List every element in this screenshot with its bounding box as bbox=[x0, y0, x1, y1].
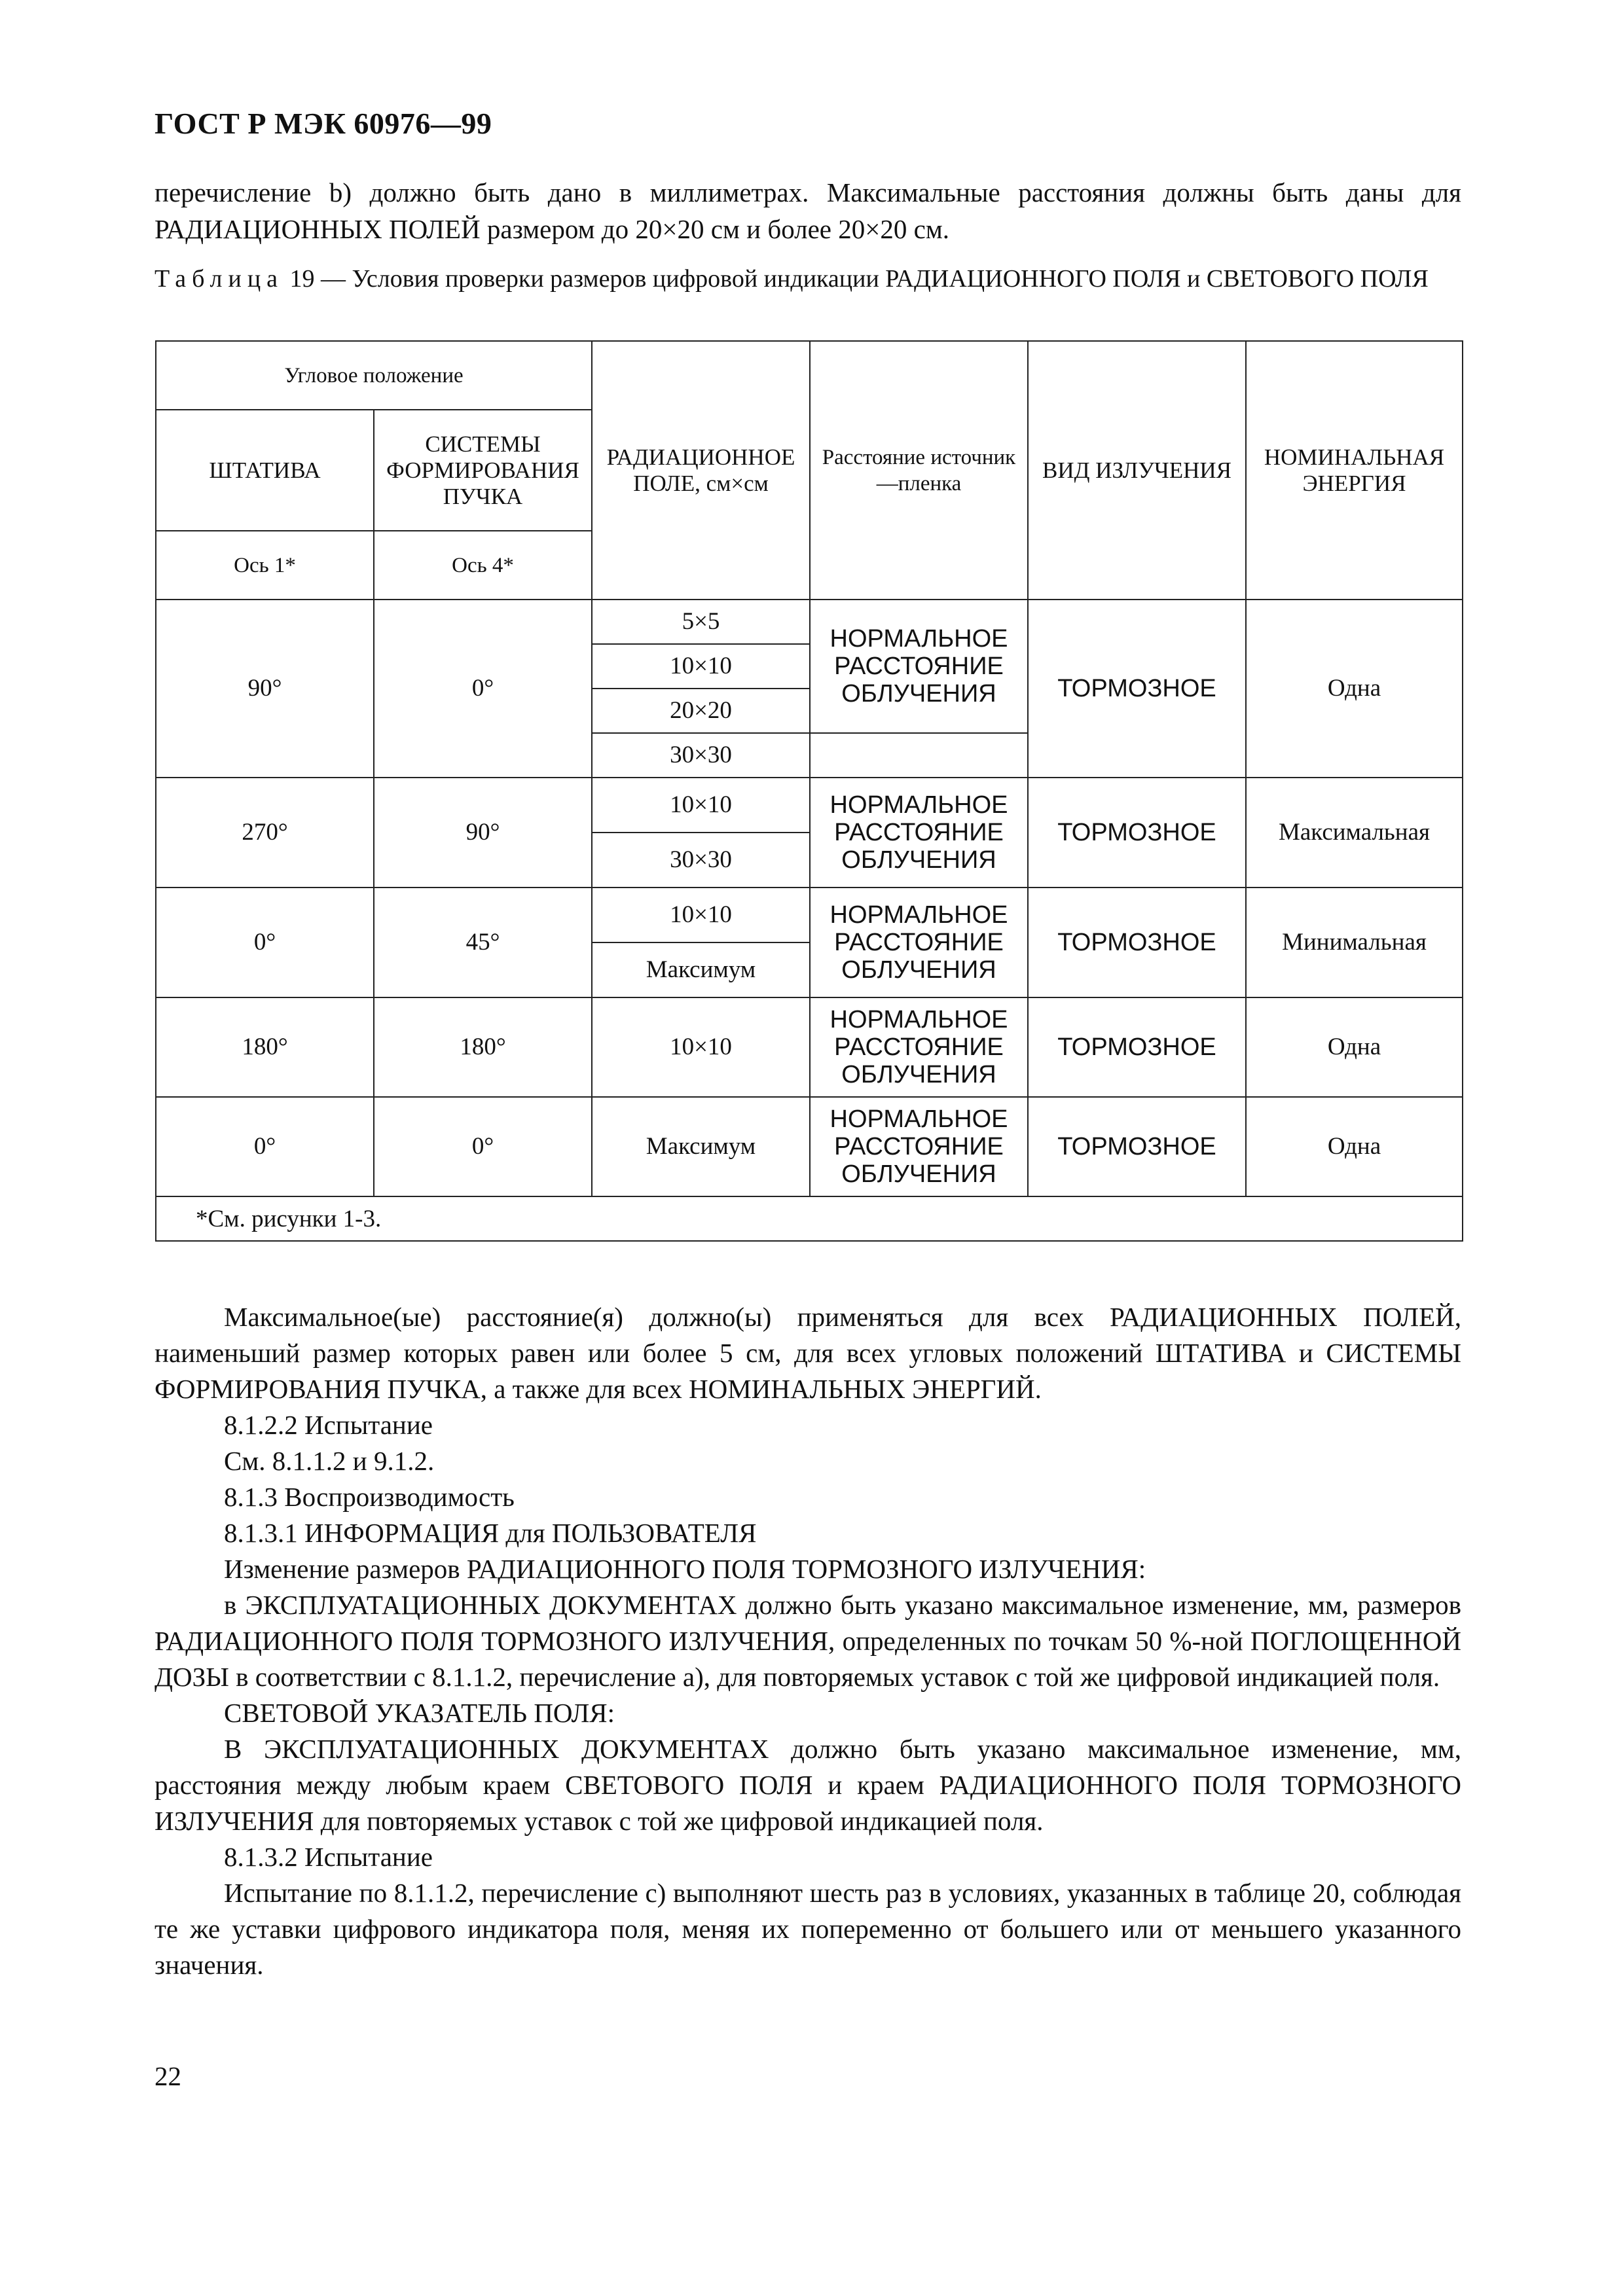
field-size-cell: Максимум bbox=[592, 1097, 810, 1196]
beam-angle-cell: 0° bbox=[374, 600, 592, 778]
distance-cell: НОРМАЛЬНОЕ РАССТОЯНИЕ ОБЛУЧЕНИЯ bbox=[810, 600, 1028, 733]
field-size-cell: 10×10 bbox=[592, 644, 810, 689]
table-row bbox=[156, 778, 1463, 833]
header-nominal-energy: НОМИНАЛЬНАЯ ЭНЕРГИЯ bbox=[1246, 341, 1463, 600]
body-paragraph: Изменение размеров РАДИАЦИОННОГО ПОЛЯ ТОРМОЗНОГО ИЗЛУЧЕНИЯ: bbox=[224, 1554, 1146, 1584]
standard-header: ГОСТ Р МЭК 60976—99 bbox=[155, 107, 492, 140]
field-size-cell: 10×10 bbox=[592, 778, 810, 833]
field-size-cell: 30×30 bbox=[592, 733, 810, 778]
body-paragraph: Испытание по 8.1.1.2, перечисление с) выполняют шесть раз в условиях, указанных в таблице 20, соблюдая те же уставки цифрового индикатора поля, меняя их попеременно от большего или от меньшего указанного значения. bbox=[155, 1878, 1461, 1980]
section-heading: 8.1.3.1 ИНФОРМАЦИЯ для ПОЛЬЗОВАТЕЛЯ bbox=[224, 1518, 757, 1548]
radiation-type-cell: ТОРМОЗНОЕ bbox=[1028, 600, 1246, 778]
body-text bbox=[155, 1299, 1461, 1983]
header-angular-position: Угловое положение bbox=[156, 341, 592, 410]
distance-empty-cell bbox=[810, 733, 1028, 778]
gantry-angle-cell: 270° bbox=[156, 778, 374, 888]
table-caption-text: 19 — Условия проверки размеров цифровой индикации РАДИАЦИОННОГО ПОЛЯ и СВЕТОВОГО ПОЛЯ bbox=[289, 265, 1429, 293]
table-caption bbox=[155, 264, 1461, 293]
field-size-cell: 10×10 bbox=[592, 888, 810, 942]
beam-angle-cell: 45° bbox=[374, 888, 592, 997]
header-distance: Расстояние источник—пленка bbox=[810, 341, 1028, 600]
page-number: 22 bbox=[155, 2061, 181, 2091]
beam-angle-cell: 0° bbox=[374, 1097, 592, 1196]
radiation-type-cell: ТОРМОЗНОЕ bbox=[1028, 1097, 1246, 1196]
body-paragraph: Максимальное(ые) расстояние(я) должно(ы) применяться для всех РАДИАЦИОННЫХ ПОЛЕЙ, наименьший размер которых равен или более 5 см, для всех угловых положений ШТАТИВА и СИСТЕМЫ ФОРМИРОВАНИЯ ПУЧКА, а также для всех НОМИНАЛЬНЫХ ЭНЕРГИЙ. bbox=[155, 1302, 1461, 1404]
body-paragraph: СВЕТОВОЙ УКАЗАТЕЛЬ ПОЛЯ: bbox=[224, 1698, 615, 1728]
section-heading: 8.1.3.2 Испытание bbox=[224, 1842, 433, 1872]
header-gantry: ШТАТИВА bbox=[156, 410, 374, 531]
distance-cell: НОРМАЛЬНОЕ РАССТОЯНИЕ ОБЛУЧЕНИЯ bbox=[810, 888, 1028, 997]
beam-angle-cell: 90° bbox=[374, 778, 592, 888]
header-radiation-type: ВИД ИЗЛУЧЕНИЯ bbox=[1028, 341, 1246, 600]
section-heading: 8.1.2.2 Испытание bbox=[224, 1410, 433, 1440]
field-size-cell: 10×10 bbox=[592, 997, 810, 1097]
distance-cell: НОРМАЛЬНОЕ РАССТОЯНИЕ ОБЛУЧЕНИЯ bbox=[810, 778, 1028, 888]
field-size-cell: 20×20 bbox=[592, 689, 810, 733]
gantry-angle-cell: 0° bbox=[156, 888, 374, 997]
gantry-angle-cell: 180° bbox=[156, 997, 374, 1097]
table-row bbox=[156, 888, 1463, 942]
table-note-row bbox=[156, 1196, 1463, 1241]
field-size-cell: Максимум bbox=[592, 942, 810, 997]
energy-cell: Одна bbox=[1246, 600, 1463, 778]
body-paragraph: См. 8.1.1.2 и 9.1.2. bbox=[224, 1446, 435, 1476]
table-row bbox=[156, 1097, 1463, 1196]
gantry-angle-cell: 0° bbox=[156, 1097, 374, 1196]
header-axis-1: Ось 1* bbox=[156, 531, 374, 600]
energy-cell: Максимальная bbox=[1246, 778, 1463, 888]
beam-angle-cell: 180° bbox=[374, 997, 592, 1097]
header-axis-4: Ось 4* bbox=[374, 531, 592, 600]
section-heading: 8.1.3 Воспроизводимость bbox=[224, 1482, 515, 1512]
energy-cell: Минимальная bbox=[1246, 888, 1463, 997]
table-footnote: *См. рисунки 1-3. bbox=[156, 1196, 1463, 1241]
body-paragraph: в ЭКСПЛУАТАЦИОННЫХ ДОКУМЕНТАХ должно быть указано максимальное изменение, мм, размеров РАДИАЦИОННОГО ПОЛЯ ТОРМОЗНОГО ИЗЛУЧЕНИЯ, определенных по точкам 50 %-ной ПОГЛОЩЕННОЙ ДОЗЫ в соответствии с 8.1.1.2, перечисление а), для повторяемых уставок с той же цифровой индикацией поля. bbox=[155, 1590, 1461, 1692]
table-row bbox=[156, 997, 1463, 1097]
table-caption-label: Таблица bbox=[155, 265, 284, 293]
distance-cell: НОРМАЛЬНОЕ РАССТОЯНИЕ ОБЛУЧЕНИЯ bbox=[810, 1097, 1028, 1196]
energy-cell: Одна bbox=[1246, 1097, 1463, 1196]
body-paragraph: В ЭКСПЛУАТАЦИОННЫХ ДОКУМЕНТАХ должно быть указано максимальное изменение, мм, расстояния между любым краем СВЕТОВОГО ПОЛЯ и краем РАДИАЦИОННОГО ПОЛЯ ТОРМОЗНОГО ИЗЛУЧЕНИЯ для повторяемых уставок с той же цифровой индикацией поля. bbox=[155, 1734, 1461, 1836]
radiation-type-cell: ТОРМОЗНОЕ bbox=[1028, 997, 1246, 1097]
header-beam-system: СИСТЕМЫ ФОРМИРОВАНИЯ ПУЧКА bbox=[374, 410, 592, 531]
table-19 bbox=[155, 340, 1463, 1242]
table-row bbox=[156, 600, 1463, 644]
header-radiation-field: РАДИАЦИОННОЕ ПОЛЕ, см×см bbox=[592, 341, 810, 600]
radiation-type-cell: ТОРМОЗНОЕ bbox=[1028, 888, 1246, 997]
field-size-cell: 5×5 bbox=[592, 600, 810, 644]
radiation-type-cell: ТОРМОЗНОЕ bbox=[1028, 778, 1246, 888]
field-size-cell: 30×30 bbox=[592, 833, 810, 888]
gantry-angle-cell: 90° bbox=[156, 600, 374, 778]
intro-paragraph: перечисление b) должно быть дано в миллиметрах. Максимальные расстояния должны быть даны для РАДИАЦИОННЫХ ПОЛЕЙ размером до 20×20 см и более 20×20 см. bbox=[155, 177, 1461, 244]
distance-cell: НОРМАЛЬНОЕ РАССТОЯНИЕ ОБЛУЧЕНИЯ bbox=[810, 997, 1028, 1097]
energy-cell: Одна bbox=[1246, 997, 1463, 1097]
